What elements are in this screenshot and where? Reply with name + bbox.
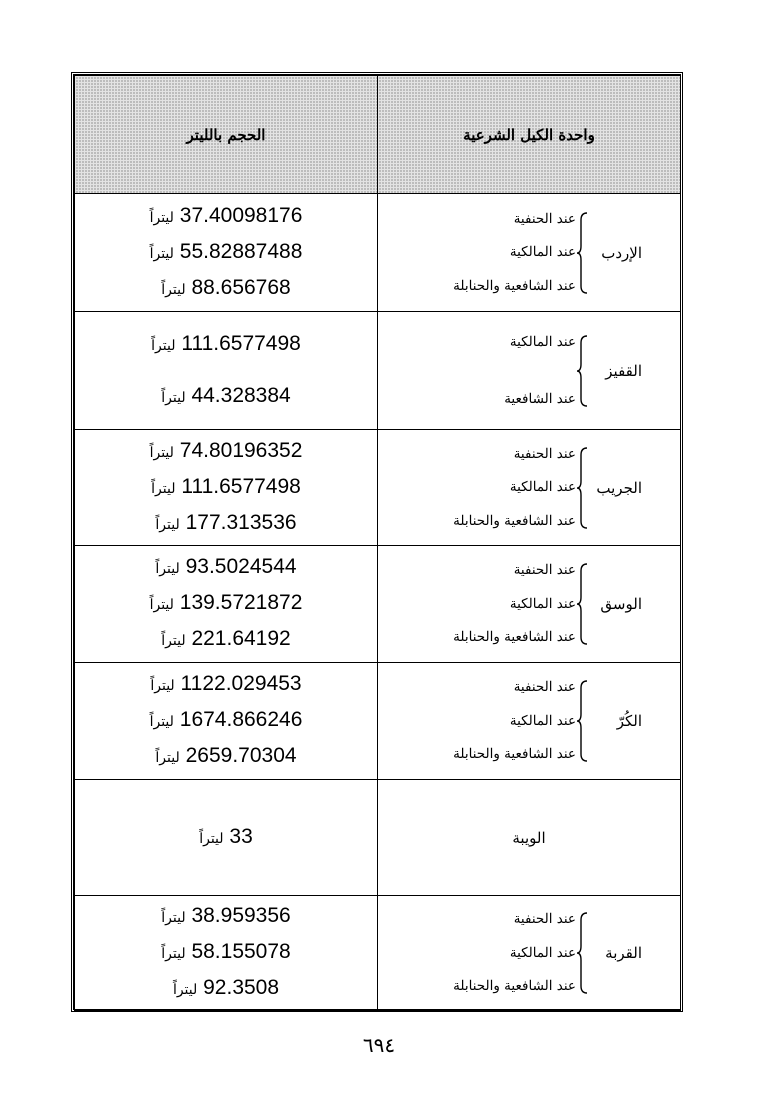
unit-name: القفيز: [605, 361, 642, 380]
unit-column-header: واحدة الكيل الشرعية: [378, 76, 681, 194]
table-row: [75, 896, 681, 1011]
volume-value: 2659.70304 ليتراً: [155, 744, 297, 767]
volume-value: 55.82887488 ليتراً: [149, 239, 303, 263]
brace-icon: [576, 203, 590, 303]
school-label: عند الشافعية والحنابلة: [453, 978, 576, 994]
unit-name: الإردب: [601, 243, 642, 262]
unit-cell: [378, 663, 681, 780]
volume-value: 58.155078 ليتراً: [161, 940, 291, 963]
brace-icon: [576, 903, 590, 1003]
volume-value: 44.328384 ليتراً: [161, 383, 291, 407]
volume-cell: [75, 430, 378, 546]
volume-value: 177.313536 ليتراً: [155, 510, 297, 534]
school-label: عند الشافعية والحنابلة: [453, 277, 576, 294]
brace-icon: [576, 554, 590, 654]
unit-name: الجريب: [596, 478, 642, 497]
unit-cell: [378, 194, 681, 312]
table-row: [75, 430, 681, 546]
unit-name: القربة: [605, 944, 642, 962]
school-list: [453, 671, 576, 771]
school-label: عند الحنفية: [513, 679, 576, 695]
school-label: عند المالكية: [509, 244, 576, 260]
school-label: عند الشافعية والحنابلة: [453, 512, 576, 529]
school-list: [504, 326, 576, 416]
table-row: [75, 312, 681, 430]
table-row: [75, 780, 681, 896]
school-label: عند الشافعية: [504, 390, 576, 407]
school-list: [453, 438, 576, 538]
volume-value: 139.5721872 ليتراً: [149, 591, 303, 614]
unit-cell: [378, 896, 681, 1011]
volume-value: 37.40098176 ليتراً: [149, 203, 303, 227]
volume-cell: [75, 546, 378, 663]
school-list: [453, 554, 576, 654]
brace-icon: [576, 671, 590, 771]
volume-value: 221.64192 ليتراً: [161, 627, 291, 650]
school-label: عند الشافعية والحنابلة: [453, 629, 576, 645]
volume-value: 93.5024544 ليتراً: [155, 555, 297, 578]
volume-cell: [75, 780, 378, 896]
school-list: [453, 903, 576, 1003]
measures-table: [74, 75, 681, 1011]
school-label: عند المالكية: [509, 944, 576, 961]
unit-name: الويبة: [512, 828, 546, 847]
page-number: ٦٩٤: [362, 1033, 396, 1057]
volume-value: 92.3508 ليتراً: [172, 976, 280, 999]
unit-cell: [378, 430, 681, 546]
volume-cell: [75, 194, 378, 312]
volume-value: 38.959356 ليتراً: [161, 904, 291, 927]
unit-cell: [378, 546, 681, 663]
volume-value: 1122.029453 ليتراً: [150, 672, 302, 695]
school-label: عند المالكية: [509, 333, 576, 350]
brace-icon: [576, 326, 590, 416]
brace-icon: [576, 438, 590, 538]
school-label: عند الحنفية: [513, 445, 576, 462]
school-label: عند الحنفية: [513, 562, 576, 578]
volume-cell: [75, 896, 378, 1011]
volume-cell: [75, 663, 378, 780]
table-header-row: [75, 76, 681, 194]
school-list: [453, 203, 576, 303]
volume-value: 111.6577498 ليتراً: [151, 331, 301, 355]
school-label: عند المالكية: [509, 712, 576, 729]
school-label: عند الشافعية والحنابلة: [453, 746, 576, 762]
school-label: عند الحنفية: [513, 210, 576, 227]
measures-table-frame: [71, 72, 683, 1012]
volume-column-header: الحجم بالليتر: [75, 76, 378, 194]
unit-name: الوسق: [600, 595, 642, 613]
volume-value: 88.656768 ليتراً: [161, 275, 291, 299]
volume-value: 74.80196352 ليتراً: [149, 438, 303, 462]
unit-cell: [378, 312, 681, 430]
table-row: [75, 194, 681, 312]
school-label: عند المالكية: [509, 479, 576, 495]
table-row: [75, 546, 681, 663]
school-label: عند المالكية: [509, 595, 576, 612]
volume-value: 33 ليتراً: [199, 824, 253, 848]
unit-name: الكُرّ: [616, 712, 642, 730]
table-row: [75, 663, 681, 780]
volume-value: 1674.866246 ليتراً: [149, 708, 303, 731]
unit-cell: [378, 780, 681, 896]
school-label: عند الحنفية: [513, 911, 576, 927]
volume-cell: [75, 312, 378, 430]
volume-value: 111.6577498 ليتراً: [151, 474, 301, 498]
